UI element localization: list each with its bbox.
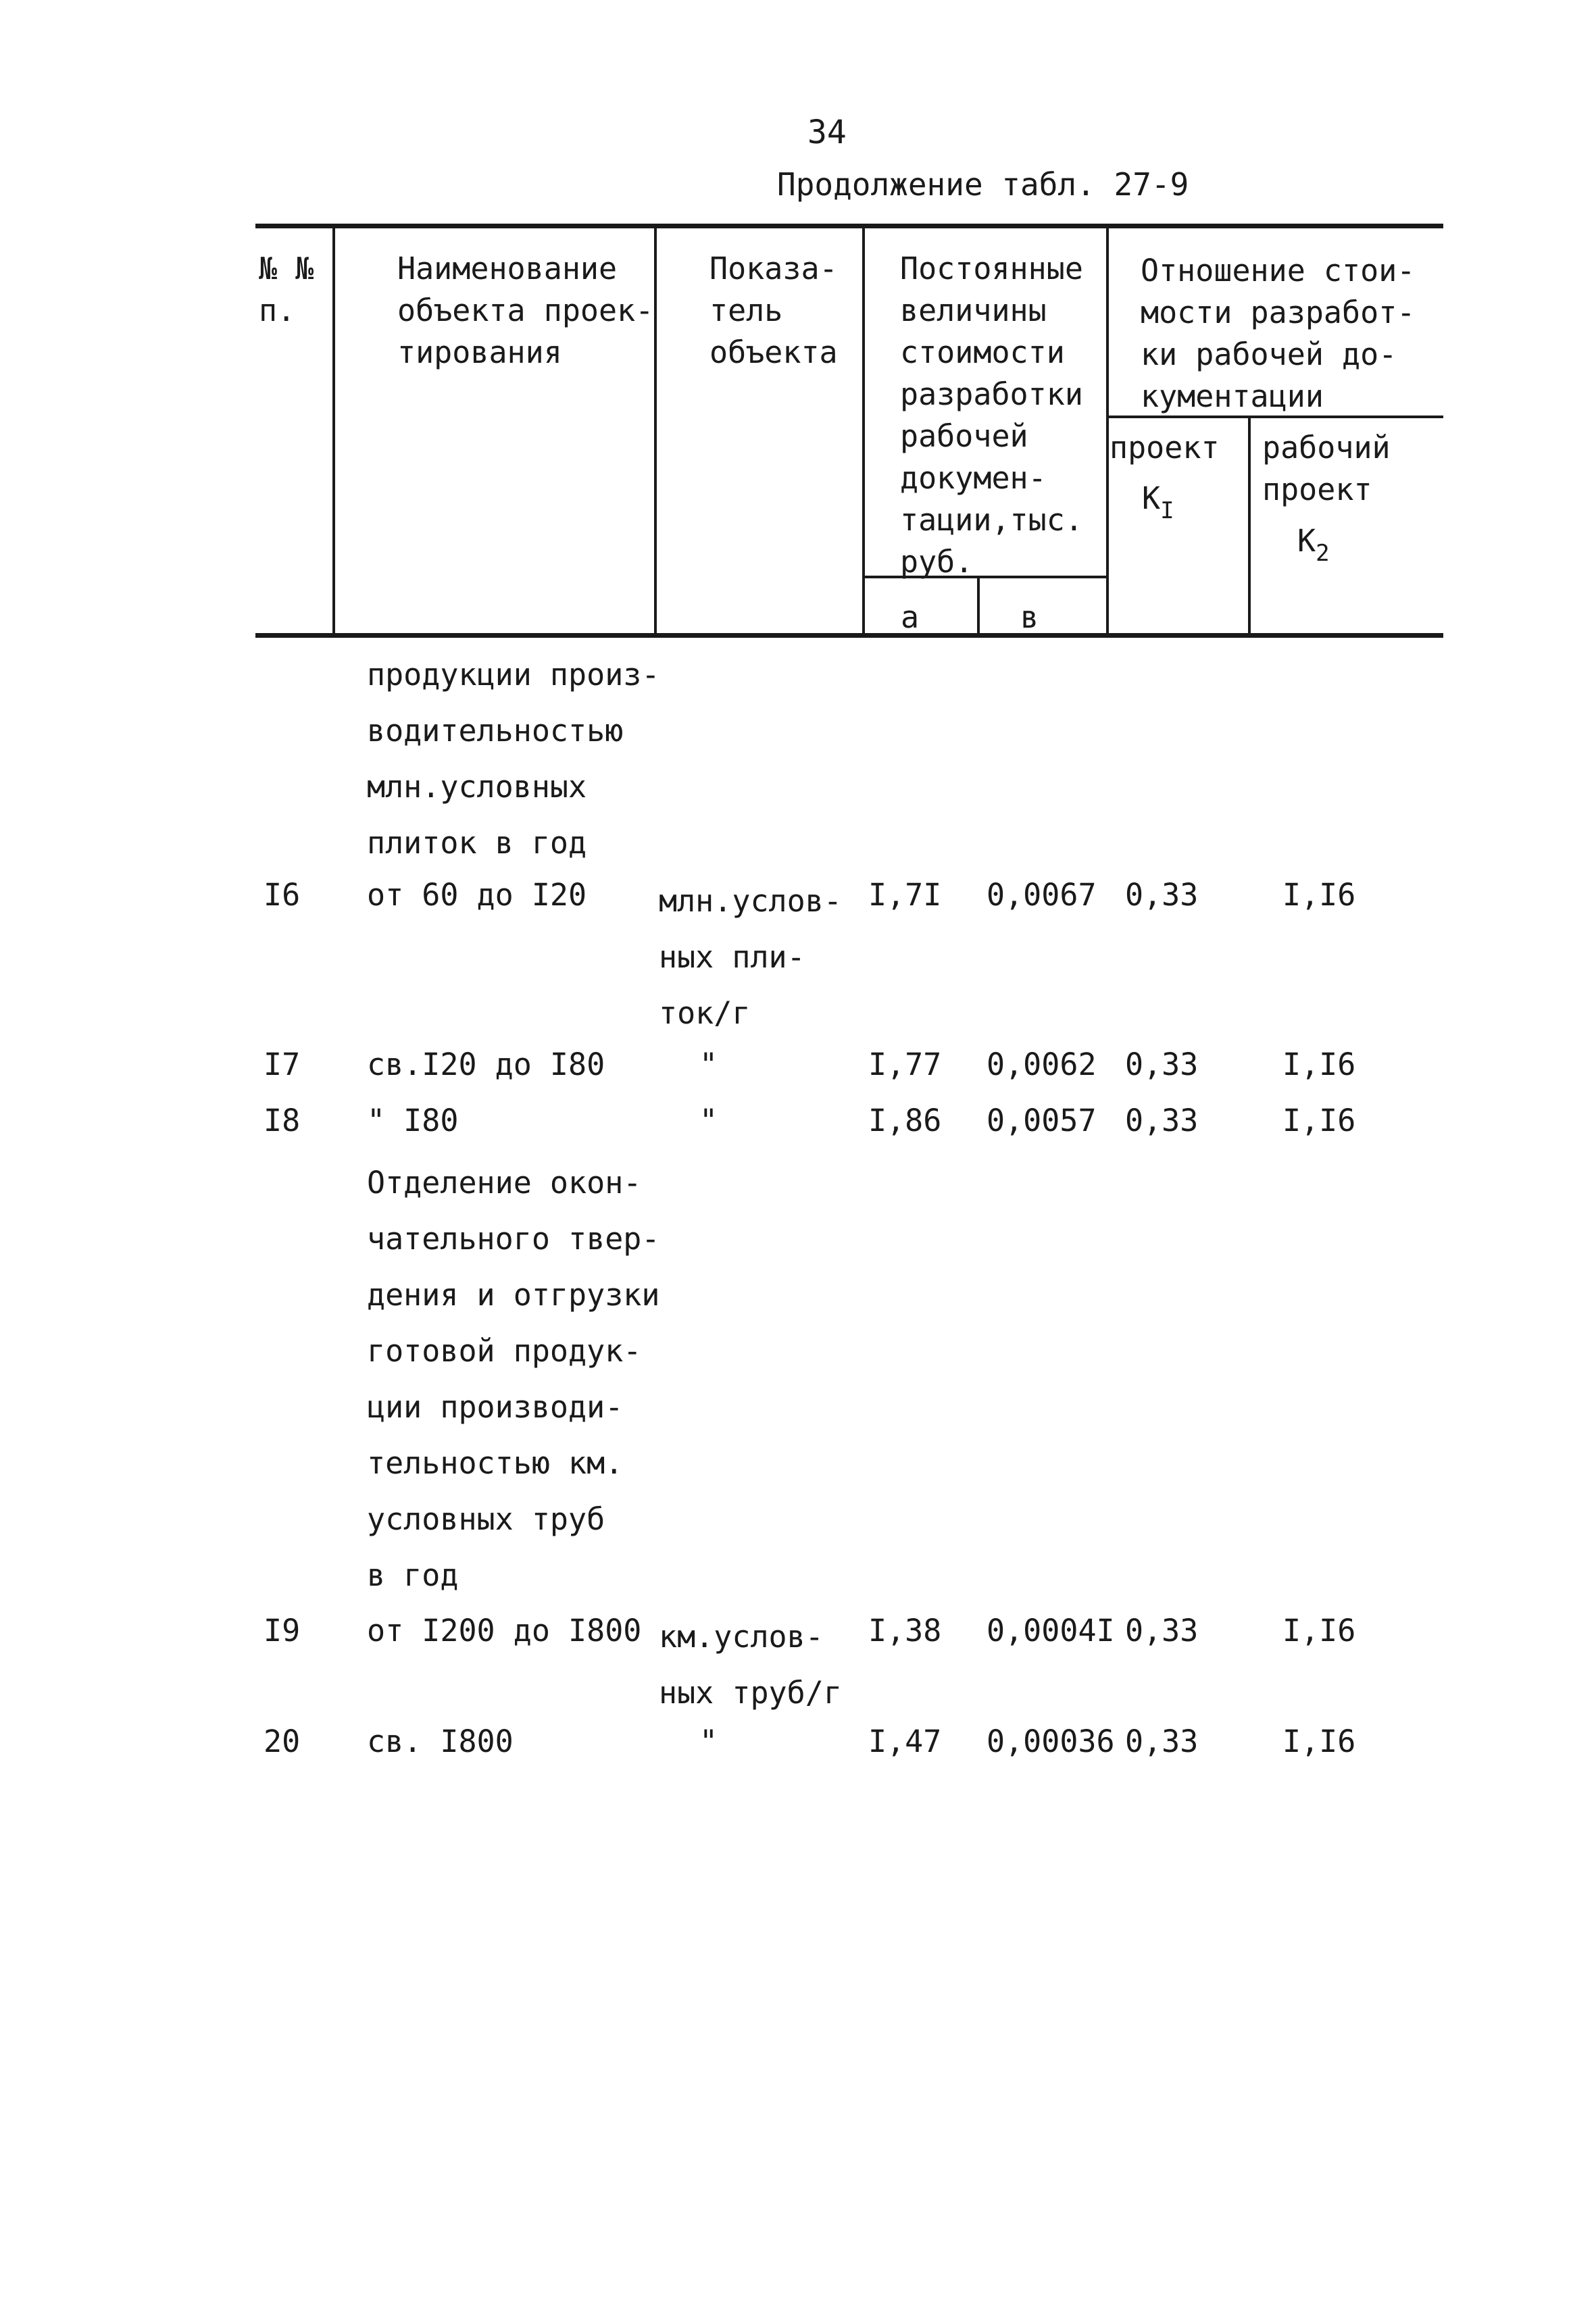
row-k1: 0,33: [1125, 1103, 1199, 1138]
row-indicator: ": [699, 1103, 718, 1138]
row-name: " I80: [367, 1103, 459, 1138]
row-a: I,77: [868, 1047, 942, 1082]
row-a: I,86: [868, 1103, 942, 1138]
page-number: 34: [807, 114, 847, 151]
row-b: 0,00036: [987, 1724, 1115, 1759]
row-num: I6: [264, 877, 301, 913]
header-const-a: а: [901, 599, 920, 635]
row-a: I,47: [868, 1724, 942, 1759]
header-indicator: Показа- тель объекта: [709, 251, 838, 370]
header-name: Наименование объекта проек- тирования: [397, 251, 654, 370]
header-num: № № п.: [259, 251, 314, 328]
row-num: I8: [264, 1103, 301, 1138]
row-name: от 60 до I20: [367, 877, 587, 913]
header-project-label: проект: [1109, 430, 1220, 466]
row-b: 0,0062: [987, 1047, 1097, 1082]
row-k2: I,I6: [1282, 1724, 1356, 1759]
header-bottom-rule: [255, 633, 1443, 638]
row-k1: 0,33: [1125, 877, 1199, 913]
header-top-rule: [255, 224, 1443, 228]
row-name: от I200 до I800: [367, 1613, 642, 1649]
row-num: I7: [264, 1047, 301, 1082]
row-k1: 0,33: [1125, 1724, 1199, 1759]
row-b: 0,0067: [987, 877, 1097, 913]
header-work-k: $К_2$: [1297, 523, 1330, 567]
col-divider-2: [654, 226, 657, 635]
section-intro-tiles: продукции произ- водительностью млн.условных плиток в год: [367, 657, 660, 861]
row-indicator: млн.услов- ных пли- ток/г: [659, 883, 842, 1031]
row-k1: 0,33: [1125, 1613, 1199, 1649]
col-divider-k: [1248, 417, 1251, 635]
row-k2: I,I6: [1282, 1103, 1356, 1138]
row-k2: I,I6: [1282, 877, 1356, 913]
header-constant: Постоянные величины стоимости разработки рабочей докумен- тации,тыс. руб.: [900, 251, 1083, 580]
row-a: I,38: [868, 1613, 942, 1649]
col-divider-1: [332, 226, 335, 635]
row-k2: I,I6: [1282, 1613, 1356, 1649]
row-indicator: ": [699, 1724, 718, 1759]
row-name: св.I20 до I80: [367, 1047, 605, 1082]
row-name: св. I800: [367, 1724, 514, 1759]
row-k2: I,I6: [1282, 1047, 1356, 1082]
row-b: 0,0057: [987, 1103, 1097, 1138]
header-project-k: $К_I$: [1142, 480, 1174, 524]
row-a: I,7I: [868, 877, 942, 913]
header-ratio: Отношение стои- мости разработ- ки рабочей до- кументации: [1141, 253, 1416, 414]
row-k1: 0,33: [1125, 1047, 1199, 1082]
table-caption: Продолжение табл. 27-9: [777, 166, 1189, 203]
col-divider-3: [862, 226, 865, 635]
row-indicator: ": [699, 1047, 718, 1082]
header-const-b: в: [1020, 599, 1039, 635]
row-num: 20: [264, 1724, 301, 1759]
row-indicator: км.услов- ных труб/г: [659, 1619, 842, 1711]
row-num: I9: [264, 1613, 301, 1649]
col-divider-ab: [977, 576, 980, 635]
row-b: 0,0004I: [987, 1613, 1115, 1649]
section-intro-pipes: Отделение окон- чательного твер- дения и отгрузки готовой продук- ции производи- тельностью км. условных труб в год: [367, 1165, 660, 1593]
header-work-label: рабочий проект: [1262, 430, 1391, 507]
col-divider-4: [1106, 226, 1109, 635]
